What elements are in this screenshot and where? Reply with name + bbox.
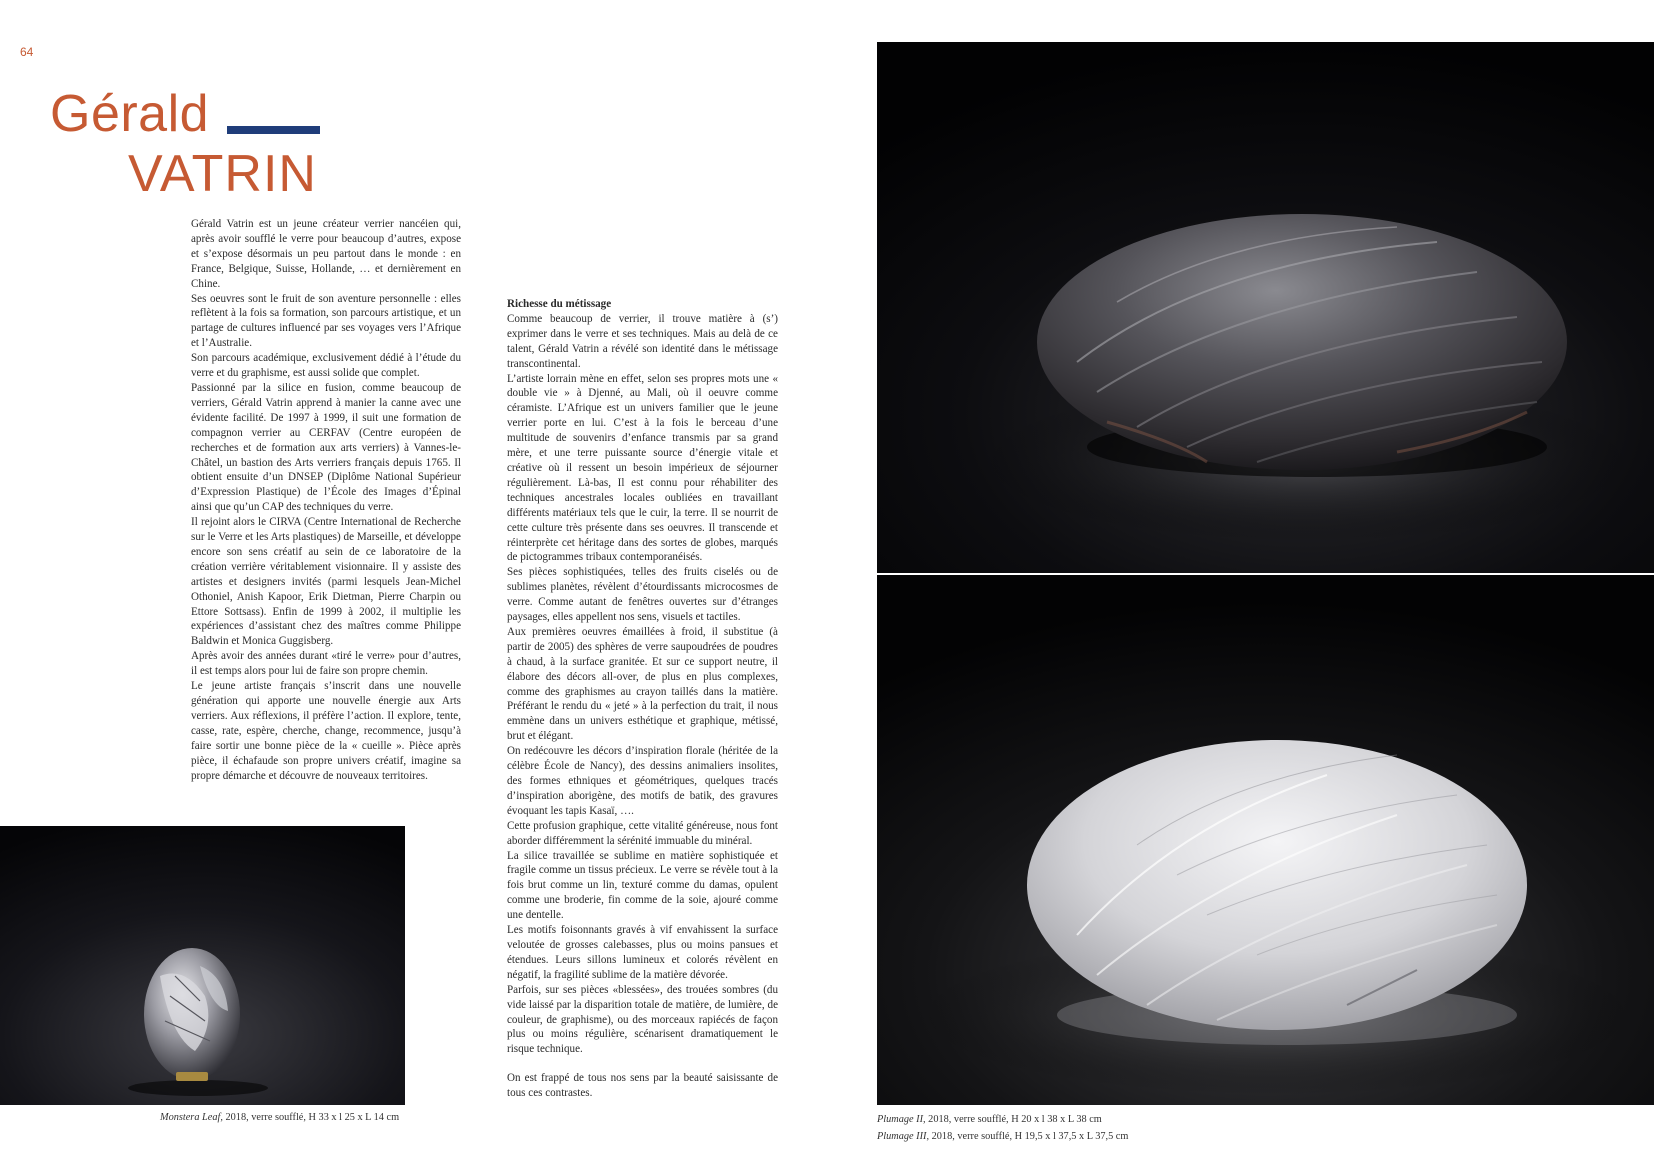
photo-monstera-leaf xyxy=(0,826,405,1105)
body-column-1 xyxy=(191,217,461,783)
paragraph: Après avoir des années durant «tiré le verre» pour d’autres, il est temps alors pour lui de faire son propre chemin. xyxy=(191,650,461,678)
paragraph: Parfois, sur ses pièces «blessées», des trouées sombres (du vide laissé par la disparition totale de matière, de lumière, de couleur, de graphisme), ou des morceaux rapiécés de façon plus ou moins régulière, scénarisent dramatiquement le risque technique. xyxy=(507,983,778,1056)
artist-first-name: Gérald xyxy=(50,85,210,143)
paragraph: On redécouvre les décors d’inspiration florale (héritée de la célèbre École de Nancy), des dessins animaliers insolites, des formes ethniques et géométriques, quelques tracés d’inspiration aborigène, des motifs de batik, des gravures évoquant les tapis Kasaï, …. xyxy=(507,745,778,817)
paragraph: Cette profusion graphique, cette vitalité généreuse, nous font aborder différemment la sérénité immuable du minéral. xyxy=(507,819,778,847)
caption-details: 2018, verre soufflé, H 19,5 x l 37,5 x L 37,5 cm xyxy=(929,1131,1129,1142)
caption-details: 2018, verre soufflé, H 20 x l 38 x L 38 cm xyxy=(925,1114,1102,1125)
paragraph: Le jeune artiste français s’inscrit dans une nouvelle génération qui apporte une nouvelle énergie aux Arts verriers. Aux réflexions, il préfère l’action. Il explore, tente, casse, rate, espère, cherche, change, recommence, jusqu’à faire sortir une bonne pièce de la « cueille ». Pièce après pièce, il échafaude son propre univers créatif, imagine sa propre démarche et découvre de nouveaux territoires. xyxy=(191,680,461,782)
paragraph: Il rejoint alors le CIRVA (Centre International de Recherche sur le Verre et les Arts plastiques) de Marseille, et développe encore son sens créatif au sein de ce laboratoire de la création verrière véritablement visionnaire. Il y assiste des artistes et designers invités (parmi lesquels Jean-Michel Othoniel, Anish Kapoor, Erik Dietman, Pierre Charpin ou Ettore Sottsass). Enfin de 1999 à 2002, il multiplie les expériences d’assistant chez des maîtres comme Philippe Baldwin et Monica Guggisberg. xyxy=(191,516,461,648)
title-accent-bar xyxy=(227,126,320,134)
photo-plumage-iii xyxy=(877,575,1654,1105)
caption-title: Monstera Leaf, xyxy=(160,1112,223,1123)
monstera-leaf-illustration xyxy=(0,826,405,1105)
paragraph: Les motifs foisonnants gravés à vif envahissent la surface veloutée de grosses calebasses, plus ou moins pansues et étendues. Leurs sillons lumineux et colorés révèlent en négatif, la fragilité sublime de la matière dévorée. xyxy=(507,924,778,981)
closing-paragraph: On est frappé de tous nos sens par la beauté saisissante de tous ces contrastes. xyxy=(507,1072,778,1100)
artist-last-name: VATRIN xyxy=(128,145,317,203)
paragraph: Passionné par la silice en fusion, comme beaucoup de verriers, Gérald Vatrin apprend à manier la canne avec une évidente facilité. De 1997 à 1999, il suit une formation de compagnon verrier au CERFAV (Centre européen de recherches et de formation aux arts verriers) à Vannes-le-Châtel, un bastion des Arts verriers français depuis 1765. Il obtient ensuite d’un DNSEP (Diplôme National Supérieur d’Expression Plastique) de l’École des Images d’Épinal ainsi que qu’un CAP des techniques du verre. xyxy=(191,381,461,514)
caption-plumage-ii xyxy=(877,1112,1102,1127)
paragraph: Ses pièces sophistiquées, telles des fruits ciselés ou de sublimes planètes, révèlent d’étourdissants microcosmes de verre. Comme autant de fenêtres ouvertes sur d’étranges paysages, elles appellent nos sens, visuels et tactiles. xyxy=(507,566,778,624)
photo-plumage-ii xyxy=(877,42,1654,573)
caption-title: Plumage II, xyxy=(877,1114,926,1125)
section-subheading: Richesse du métissage xyxy=(507,298,612,310)
caption-details: 2018, verre soufflé, H 33 x l 25 x L 14 cm xyxy=(222,1112,400,1123)
plumage-iii-illustration xyxy=(877,575,1654,1105)
paragraph: Ses oeuvres sont le fruit de son aventure personnelle : elles reflètent à la fois sa formation, son parcours artistique, et un partage de cultures influencé par ses voyages vers l’Afrique et l’Australie. xyxy=(191,292,461,350)
caption-monstera-leaf xyxy=(160,1110,399,1125)
paragraph-spacer xyxy=(507,1057,778,1071)
page-number: 64 xyxy=(20,45,34,59)
paragraph: L’artiste lorrain mène en effet, selon ses propres mots une « double vie » à Djenné, au Mali, où il oeuvre comme céramiste. L’Afrique est un univers familier que le jeune verrier porte en lui. C’est à la fois le berceau d’une multitude de souvenirs d’enfance transmis par sa grand mère, et une terre puissante source d’énergie vitale et créative où il ressent un besoin impérieux de séjourner régulièrement. Là-bas, Il est connu pour réhabiliter des techniques ancestrales locales oubliées en travaillant différents matériaux tels que le cuir, la terre. Il se nourrit de cette culture très présente dans ses oeuvres. Il transcende et réinterprète cet héritage dans des sortes de globes, marqués de pictogrammes tribaux contemporanéisés. xyxy=(507,372,778,564)
paragraph: Comme beaucoup de verrier, il trouve matière à (s’) exprimer dans le verre et ses techniques. Mais au delà de ce talent, Gérald Vatrin a révélé son identité dans le métissage transcontinental. xyxy=(507,312,778,370)
paragraph: Gérald Vatrin est un jeune créateur verrier nancéien qui, après avoir soufflé le verre pour beaucoup d’autres, expose et s’expose désormais un peu partout dans le monde : en France, Belgique, Suisse, Hollande, … et dernièrement en Chine. xyxy=(191,218,461,290)
caption-plumage-iii xyxy=(877,1129,1128,1144)
body-column-2 xyxy=(507,297,778,1101)
plumage-ii-illustration xyxy=(877,42,1654,573)
paragraph: Aux premières oeuvres émaillées à froid, il substitue (à partir de 2005) des sphères de verre saupoudrées de poudres à chaud, à la surface granitée. Et sur ce support neutre, il élabore des décors all-over, de plus en plus complexes, comme des graphismes au crayon taillés dans la matière. Préférant le rendu du « jeté » à la perfection du trait, il nous emmène dans un univers esthétique et graphique, métissé, brut et élégant. xyxy=(507,625,778,743)
paragraph: La silice travaillée se sublime en matière sophistiquée et fragile comme un tissus précieux. Le verre se révèle tout à la fois brut comme un lin, texturé comme du damas, opulent comme une broderie, fin comme de la soie, ajouré comme une dentelle. xyxy=(507,849,778,922)
paragraph: Son parcours académique, exclusivement dédié à l’étude du verre et du graphisme, est aussi solide que complet. xyxy=(191,352,461,380)
caption-title: Plumage III, xyxy=(877,1131,930,1142)
